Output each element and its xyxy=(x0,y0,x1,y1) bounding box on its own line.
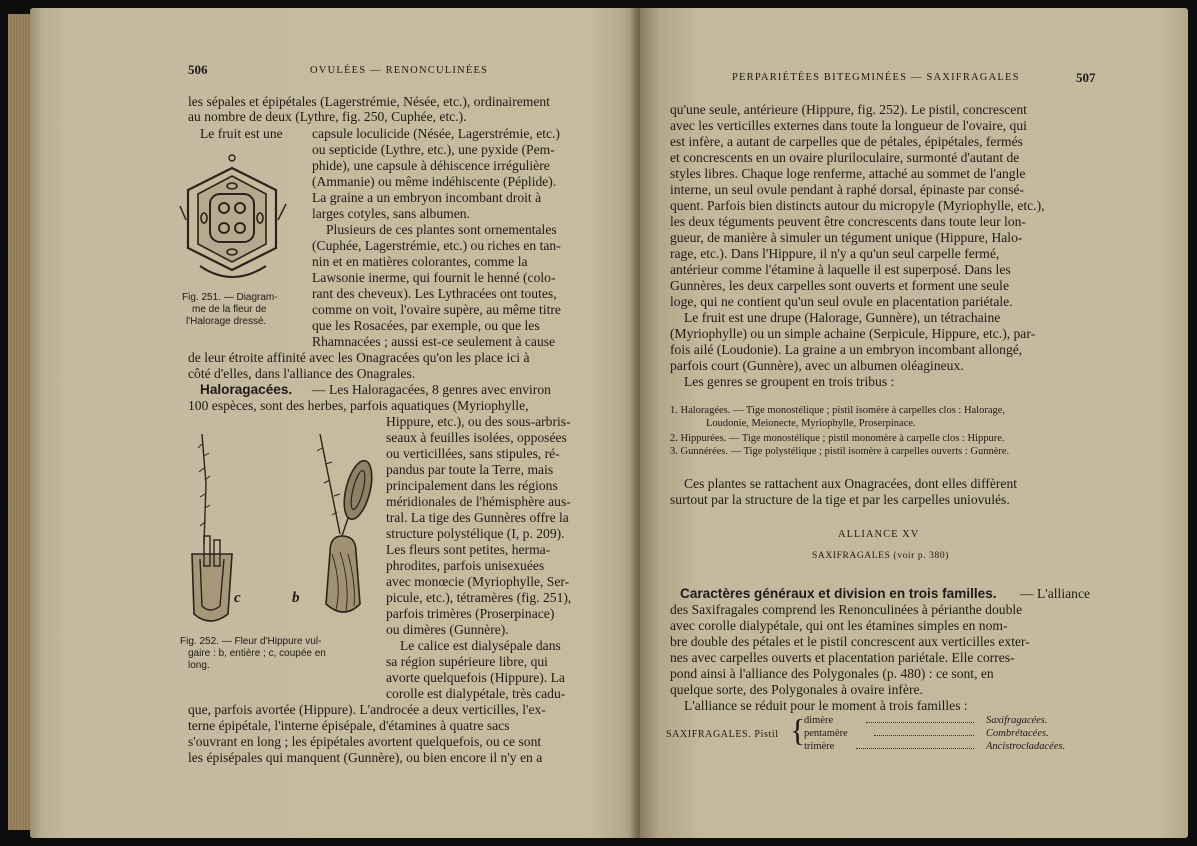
text-line: pond ainsi à l'alliance des Polygonales (p. 480) : ce sont, en xyxy=(670,666,994,681)
family-name: Saxifragacées. xyxy=(986,715,1048,726)
family-name: Combrétacées. xyxy=(986,728,1049,739)
text-line: Plusieurs de ces plantes sont ornementales xyxy=(326,222,557,237)
text-line: picule, etc.), tétramères (fig. 251), xyxy=(386,590,572,605)
dot-leader xyxy=(866,722,974,723)
running-head: OVULÉES — RENONCULINÉES xyxy=(310,65,489,76)
text-line: larges cotyles, sans albumen. xyxy=(312,206,470,221)
right-page xyxy=(640,8,1188,838)
text-line: L'alliance se réduit pour le moment à trois familles : xyxy=(684,698,968,713)
text-line: avorte quelquefois (Hippure). La xyxy=(386,670,565,685)
section-heading: Haloragacées. xyxy=(200,382,293,397)
fig252-caption: Fig. 252. — Fleur d'Hippure vul- xyxy=(180,636,322,647)
text-line: (Myriophylle) ou un simple achaine (Serpicule, Hippure, etc.), par- xyxy=(670,326,1036,341)
text-line: ou verticillées, sans stipules, ré- xyxy=(386,446,560,461)
text-line: rage, etc.). Dans l'Hippure, il n'y a qu'un seul carpelle fermé, xyxy=(670,246,1000,261)
running-head: PERPARIÉTÉES BITEGMINÉES — SAXIFRAGALES xyxy=(732,72,1020,83)
brace: { xyxy=(790,712,806,748)
text-line: phrodites, parfois unisexuées xyxy=(386,558,545,573)
page-number: 506 xyxy=(188,62,208,77)
text-line: Le fruit est une xyxy=(200,126,283,141)
text-line: structure polystélique (I, p. 209). xyxy=(386,526,565,541)
section-heading: Caractères généraux et division en trois familles. xyxy=(680,586,997,601)
text-line: phide), une capsule à déhiscence irrégulière xyxy=(312,158,550,173)
fig251-caption: me de la fleur de xyxy=(192,304,267,315)
text-line: comme on voit, l'ovaire supère, au même titre xyxy=(312,302,561,317)
text-line: Gunnères, les deux carpelles sont ouverts et forment une seule xyxy=(670,278,1009,293)
alliance-title: ALLIANCE XV xyxy=(838,529,920,540)
text-line: les épisépales qui manquent (Gunnère), ou bien encore il n'y en a xyxy=(188,750,543,765)
text-line: seaux à feuilles isolées, opposées xyxy=(386,430,567,445)
text-line: ou septicide (Lythre, etc.), une pyxide (Pem- xyxy=(312,142,555,157)
fig252-label-c: c xyxy=(234,590,241,606)
fig252-caption: long. xyxy=(188,660,210,671)
text-line: interne, un seul ovule pendant à raphé dorsal, épinaste par consé- xyxy=(670,182,1025,197)
text-line: sa région supérieure libre, qui xyxy=(386,654,548,669)
text-line: styles libres. Chaque loge renferme, attaché au sommet de l'angle xyxy=(670,166,1026,181)
fig252-label-b: b xyxy=(292,590,300,606)
text-line: rant des cheveux). Les Lythracées ont toutes, xyxy=(312,286,557,301)
dot-leader xyxy=(856,748,974,749)
text-line: qu'une seule, antérieure (Hippure, fig. 252). Le pistil, concrescent xyxy=(670,102,1027,117)
text-line: tral. La tige des Gunnères offre la xyxy=(386,510,569,525)
text-line: quelque sorte, des Polygonales à ovaire infère. xyxy=(670,682,923,697)
text-line: capsule loculicide (Nésée, Lagerstrémie, etc.) xyxy=(312,126,560,141)
dot-leader xyxy=(874,735,974,736)
text-line: parfois trimères (Proserpinace) xyxy=(386,606,555,621)
text-line: Les fleurs sont petites, herma- xyxy=(386,542,551,557)
text-line: avec les verticilles externes dans toute la longueur de l'ovaire, qui xyxy=(670,118,1027,133)
fig251-caption: Fig. 251. — Diagram- xyxy=(182,292,278,303)
text-line: fois ailé (Loudonie). La graine a un embryon incombant allongé, xyxy=(670,342,1023,357)
text-line: Rhamnacées ; aussi est-ce seulement à cause xyxy=(312,334,556,349)
text-line: nes avec carpelles ouverts et placentation pariétale. Elle corres- xyxy=(670,650,1015,665)
text-line: et concrescents en un ovaire pluriloculaire, surmonté d'autant de xyxy=(670,150,1020,165)
text-line: surtout par la structure de la tige et par les carpelles uniovulés. xyxy=(670,492,1010,507)
text-line: les deux téguments peuvent être concrescents dans toute leur lon- xyxy=(670,214,1026,229)
text-line: de leur étroite affinité avec les Onagracées qu'on les place ici à xyxy=(188,350,530,365)
left-page xyxy=(30,8,640,838)
text-line: les sépales et épipétales (Lagerstrémie, Nésée, etc.), ordinairement xyxy=(188,94,550,109)
tribe-line: 1. Haloragées. — Tige monostélique ; pistil isomère à carpelles clos : Halorage, xyxy=(670,405,1006,416)
text-line: (Cuphée, Lagerstrémie, etc.) ou riches en tan- xyxy=(312,238,561,253)
text-line: (Ammanie) ou même indéhiscente (Péplide). xyxy=(312,174,557,189)
text-line: au nombre de deux (Lythre, fig. 250, Cuphée, etc.). xyxy=(188,109,467,124)
page-number: 507 xyxy=(1076,70,1096,85)
text-line: Les genres se groupent en trois tribus : xyxy=(684,374,895,389)
text-line: avec corolle dialypétale, qui ont les étamines simples en nom- xyxy=(670,618,1008,633)
family-name: Ancistrocladacées. xyxy=(986,741,1066,752)
text-line: — L'alliance xyxy=(1020,586,1091,601)
text-line: Le fruit est une drupe (Halorage, Gunnère), un tétrachaine xyxy=(684,310,1001,325)
text-line: terne épipétale, l'interne épisépale, d'étamines à quatre sacs xyxy=(188,718,510,733)
tribe-line: Loudonie, Meionecte, Myriophylle, Proserpinace. xyxy=(706,418,916,429)
tribe-line: 3. Gunnérées. — Tige polystélique ; pistil isomère à carpelles ouverts : Gunnère. xyxy=(670,446,1010,457)
text-line: 100 espèces, sont des herbes, parfois aquatiques (Myriophylle, xyxy=(188,398,529,413)
text-line: avec monœcie (Myriophylle, Ser- xyxy=(386,574,570,589)
tribe-line: 2. Hippurées. — Tige monostélique ; pistil monomère à carpelle clos : Hippure. xyxy=(670,433,1005,444)
hippuris-flower-figure xyxy=(180,424,380,634)
family-type: trimère xyxy=(804,741,835,752)
text-line: corolle est dialypétale, très cadu- xyxy=(386,686,566,701)
text-line: parfois court (Gunnère), avec un albumen oléagineux. xyxy=(670,358,964,373)
text-line: Le calice est dialysépale dans xyxy=(400,638,561,653)
text-line: que les Rosacées, par exemple, ou que les xyxy=(312,318,540,333)
text-line: pandus par toute la Terre, mais xyxy=(386,462,554,477)
family-table-group: SAXIFRAGALES. Pistil xyxy=(666,729,779,740)
family-type: dimère xyxy=(804,715,834,726)
text-line: côté d'elles, dans l'alliance des Onagrales. xyxy=(188,366,416,381)
text-line: La graine a un embryon incombant droit à xyxy=(312,190,542,205)
page-edges xyxy=(8,14,32,830)
text-line: bre double des pétales et le pistil concrescent aux verticilles exter- xyxy=(670,634,1030,649)
text-line: antérieur comme l'étamine à laquelle il est superposé. Dans les xyxy=(670,262,1011,277)
text-line: principalement dans les régions xyxy=(386,478,558,493)
text-line: méridionales de l'hémisphère aus- xyxy=(386,494,571,509)
text-line: nin et en matières colorantes, comme la xyxy=(312,254,528,269)
family-type: pentamère xyxy=(804,728,848,739)
text-line: s'ouvrant en long ; les épipétales avortent quelquefois, ou ce sont xyxy=(188,734,542,749)
text-line: Ces plantes se rattachent aux Onagracées, dont elles diffèrent xyxy=(684,476,1018,491)
text-line: que, parfois avortée (Hippure). L'androcée a deux verticilles, l'ex- xyxy=(188,702,546,717)
text-line: des Saxifragales comprend les Renonculinées à périanthe double xyxy=(670,602,1023,617)
text-line: quent. Parfois bien distincts autour du micropyle (Myriophylle, etc.), xyxy=(670,198,1045,213)
floral-diagram-figure xyxy=(180,150,300,290)
text-line: Hippure, etc.), ou des sous-arbris- xyxy=(386,414,571,429)
fig251-caption: l'Halorage dressé. xyxy=(186,316,267,327)
text-line: loge, qui ne contient qu'un seul ovule en placentation pariétale. xyxy=(670,294,1013,309)
text-line: — Les Haloragacées, 8 genres avec environ xyxy=(312,382,551,397)
text-line: gueur, de manière à simuler un tégument unique (Hippure, Halo- xyxy=(670,230,1023,245)
text-line: est infère, a autant de carpelles que de pétales, épipétales, fermés xyxy=(670,134,1023,149)
text-line: Lawsonie inerme, qui fournit le henné (colo- xyxy=(312,270,556,285)
alliance-subtitle: SAXIFRAGALES (voir p. 380) xyxy=(812,551,949,561)
fig252-caption: gaire : b, entière ; c, coupée en xyxy=(188,648,326,659)
text-line: ou dimères (Gunnère). xyxy=(386,622,509,637)
